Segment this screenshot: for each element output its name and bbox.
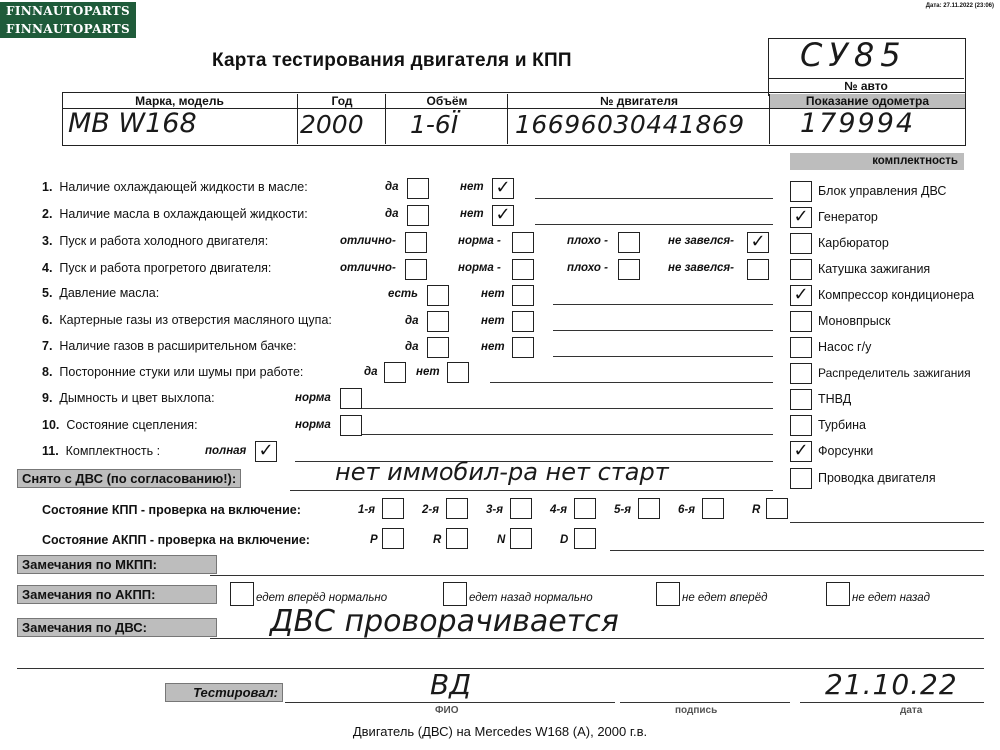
q11-full-checkbox[interactable]: ✓ bbox=[255, 441, 277, 462]
header-engine-no: № двигателя bbox=[507, 94, 770, 108]
q8-no-checkbox[interactable] bbox=[447, 362, 469, 383]
akpp-d-label: D bbox=[560, 534, 569, 546]
akpp-forward-ok-label: едет вперёд нормально bbox=[256, 592, 388, 604]
q3-nostart-label: не завелся- bbox=[668, 235, 734, 247]
kpp-gear-3-label: 3-я bbox=[486, 504, 503, 516]
q8-yes-label: да bbox=[364, 366, 378, 378]
q8-yes-checkbox[interactable] bbox=[384, 362, 406, 383]
komplekt-label-5: Компрессор кондиционера bbox=[818, 288, 975, 302]
akpp-back-ok-label: едет назад нормально bbox=[469, 592, 593, 604]
tested-label: Тестировал: bbox=[165, 683, 283, 702]
q4-excellent-checkbox[interactable] bbox=[405, 259, 427, 280]
komplekt-checkbox-2[interactable]: ✓ bbox=[790, 207, 812, 228]
q4-nostart-label: не завелся- bbox=[668, 262, 734, 274]
q3-normal-checkbox[interactable] bbox=[512, 232, 534, 253]
q7-no-label: нет bbox=[481, 341, 505, 353]
watermark-logo-2: FINNAUTOPARTS bbox=[0, 20, 136, 38]
komplekt-checkbox-11[interactable]: ✓ bbox=[790, 441, 812, 462]
watermark-logo: FINNAUTOPARTS bbox=[0, 2, 136, 20]
engine-remarks-label: Замечания по ДВС: bbox=[17, 618, 217, 637]
question-4: 4. Пуск и работа прогретого двигателя: bbox=[42, 261, 272, 275]
q4-bad-checkbox[interactable] bbox=[618, 259, 640, 280]
form-title: Карта тестирования двигателя и КПП bbox=[212, 50, 572, 71]
komplekt-checkbox-4[interactable] bbox=[790, 259, 812, 280]
question-9: 9. Дымность и цвет выхлопа: bbox=[42, 391, 215, 405]
volume-value: 1-6Ї bbox=[410, 110, 459, 139]
komplekt-label-11: Форсунки bbox=[818, 444, 874, 458]
komplekt-title: комплектность bbox=[790, 153, 964, 170]
komplekt-checkbox-9[interactable] bbox=[790, 389, 812, 410]
q10-normal-label: норма bbox=[295, 419, 331, 431]
date-stamp: Дата: 27.11.2022 (23:06) bbox=[925, 3, 994, 9]
question-1: 1. Наличие охлаждающей жидкости в масле: bbox=[42, 180, 308, 194]
q4-normal-checkbox[interactable] bbox=[512, 259, 534, 280]
komplekt-checkbox-3[interactable] bbox=[790, 233, 812, 254]
q2-yes-label: да bbox=[385, 208, 399, 220]
q3-excellent-label: отлично- bbox=[340, 235, 396, 247]
akpp-back-ok-checkbox[interactable] bbox=[443, 582, 467, 606]
q6-no-label: нет bbox=[481, 315, 505, 327]
q3-bad-label: плохо - bbox=[567, 235, 608, 247]
tested-date-value: 21.10.22 bbox=[825, 668, 958, 701]
q9-normal-checkbox[interactable] bbox=[340, 388, 362, 409]
akpp-r-label: R bbox=[433, 534, 442, 546]
header-odometer: Показание одометра bbox=[769, 94, 965, 108]
removed-value: нет иммобил-ра нет старт bbox=[335, 458, 669, 486]
q3-bad-checkbox[interactable] bbox=[618, 232, 640, 253]
q7-no-checkbox[interactable] bbox=[512, 337, 534, 358]
q1-no-checkbox[interactable]: ✓ bbox=[492, 178, 514, 199]
komplekt-checkbox-12[interactable] bbox=[790, 468, 812, 489]
auto-number-value: СУ85 bbox=[800, 36, 907, 74]
q5-yes-checkbox[interactable] bbox=[427, 285, 449, 306]
removed-label: Снято с ДВС (по согласованию!): bbox=[17, 469, 241, 488]
q9-normal-label: норма bbox=[295, 392, 331, 404]
akpp-no-forward-label: не едет вперёд bbox=[682, 592, 768, 604]
akpp-no-back-checkbox[interactable] bbox=[826, 582, 850, 606]
tester-fio-value: ВД bbox=[430, 668, 472, 701]
komplekt-label-7: Насос г/у bbox=[818, 340, 872, 354]
question-8: 8. Посторонние стуки или шумы при работе: bbox=[42, 365, 304, 379]
komplekt-label-10: Турбина bbox=[818, 418, 866, 432]
q4-excellent-label: отлично- bbox=[340, 262, 396, 274]
kpp-gear-4-checkbox[interactable] bbox=[574, 498, 596, 519]
komplekt-checkbox-10[interactable] bbox=[790, 415, 812, 436]
q4-bad-label: плохо - bbox=[567, 262, 608, 274]
akpp-n-label: N bbox=[497, 534, 506, 546]
q5-no-label: нет bbox=[481, 288, 505, 300]
akpp-no-back-label: не едет назад bbox=[852, 592, 931, 604]
fio-label: ФИО bbox=[435, 705, 459, 716]
q5-no-checkbox[interactable] bbox=[512, 285, 534, 306]
q1-yes-label: да bbox=[385, 181, 399, 193]
q6-yes-label: да bbox=[405, 315, 419, 327]
kpp-gear-r-label: R bbox=[752, 504, 761, 516]
q2-yes-checkbox[interactable] bbox=[407, 205, 429, 226]
q3-nostart-checkbox[interactable]: ✓ bbox=[747, 232, 769, 253]
komplekt-label-12: Проводка двигателя bbox=[818, 471, 936, 485]
header-make: Марка, модель bbox=[135, 94, 224, 108]
question-7: 7. Наличие газов в расширительном бачке: bbox=[42, 339, 297, 353]
question-11: 11. Комплектность : bbox=[42, 444, 161, 458]
komplekt-checkbox-1[interactable] bbox=[790, 181, 812, 202]
komplekt-label-3: Карбюратор bbox=[818, 236, 889, 250]
kpp-gear-3-checkbox[interactable] bbox=[510, 498, 532, 519]
kpp-label: Состояние КПП - проверка на включение: bbox=[42, 503, 301, 517]
q8-no-label: нет bbox=[416, 366, 440, 378]
akpp-remarks-label: Замечания по АКПП: bbox=[17, 585, 217, 604]
q6-no-checkbox[interactable] bbox=[512, 311, 534, 332]
date-label: дата bbox=[900, 705, 923, 716]
komplekt-label-8: Распределитель зажигания bbox=[818, 366, 971, 380]
akpp-p-label: P bbox=[370, 534, 378, 546]
make-value: MB W168 bbox=[68, 108, 197, 139]
komplekt-checkbox-5[interactable]: ✓ bbox=[790, 285, 812, 306]
mkpp-remarks-label: Замечания по МКПП: bbox=[17, 555, 217, 574]
komplekt-checkbox-8[interactable] bbox=[790, 363, 812, 384]
question-3: 3. Пуск и работа холодного двигателя: bbox=[42, 234, 269, 248]
kpp-gear-6-label: 6-я bbox=[678, 504, 695, 516]
q7-yes-checkbox[interactable] bbox=[427, 337, 449, 358]
year-value: 2000 bbox=[300, 110, 364, 139]
kpp-gear-1-checkbox[interactable] bbox=[382, 498, 404, 519]
akpp-no-forward-checkbox[interactable] bbox=[656, 582, 680, 606]
q4-nostart-checkbox[interactable] bbox=[747, 259, 769, 280]
q1-no-label: нет bbox=[460, 181, 484, 193]
engine-remarks-value: ДВС проворачивается bbox=[270, 604, 619, 639]
kpp-gear-6-checkbox[interactable] bbox=[702, 498, 724, 519]
q10-normal-checkbox[interactable] bbox=[340, 415, 362, 436]
q6-yes-checkbox[interactable] bbox=[427, 311, 449, 332]
akpp-r-checkbox[interactable] bbox=[446, 528, 468, 549]
header-year: Год bbox=[297, 94, 386, 108]
signature-label: подпись bbox=[675, 705, 718, 716]
komplekt-label-4: Катушка зажигания bbox=[818, 262, 931, 276]
komplekt-checkbox-6[interactable] bbox=[790, 311, 812, 332]
akpp-p-checkbox[interactable] bbox=[382, 528, 404, 549]
komplekt-label-1: Блок управления ДВС bbox=[818, 184, 947, 198]
question-5: 5. Давление масла: bbox=[42, 286, 160, 300]
q11-full-label: полная bbox=[205, 445, 247, 457]
kpp-gear-r-checkbox[interactable] bbox=[766, 498, 788, 519]
kpp-gear-5-label: 5-я bbox=[614, 504, 631, 516]
question-6: 6. Картерные газы из отверстия масляного щупа: bbox=[42, 313, 332, 327]
akpp-forward-ok-checkbox[interactable] bbox=[230, 582, 254, 606]
q2-no-checkbox[interactable]: ✓ bbox=[492, 205, 514, 226]
akpp-d-checkbox[interactable] bbox=[574, 528, 596, 549]
q3-normal-label: норма - bbox=[458, 235, 501, 247]
q7-yes-label: да bbox=[405, 341, 419, 353]
image-caption: Двигатель (ДВС) на Mercedes W168 (A), 2000 г.в. bbox=[352, 724, 648, 739]
question-10: 10. Состояние сцепления: bbox=[42, 418, 198, 432]
header-volume: Объём bbox=[385, 94, 508, 108]
akpp-label: Состояние АКПП - проверка на включение: bbox=[42, 533, 310, 547]
q3-excellent-checkbox[interactable] bbox=[405, 232, 427, 253]
engine-no-value: 16696030441869 bbox=[515, 110, 745, 139]
kpp-gear-5-checkbox[interactable] bbox=[638, 498, 660, 519]
kpp-gear-4-label: 4-я bbox=[550, 504, 567, 516]
q4-normal-label: норма - bbox=[458, 262, 501, 274]
question-2: 2. Наличие масла в охлаждающей жидкости: bbox=[42, 207, 308, 221]
auto-number-label: № авто bbox=[768, 78, 964, 93]
kpp-gear-2-checkbox[interactable] bbox=[446, 498, 468, 519]
kpp-gear-1-label: 1-я bbox=[358, 504, 375, 516]
komplekt-label-6: Моновпрыск bbox=[818, 314, 891, 328]
q1-yes-checkbox[interactable] bbox=[407, 178, 429, 199]
odometer-value: 179994 bbox=[800, 108, 916, 139]
komplekt-label-9: ТНВД bbox=[818, 392, 852, 406]
akpp-n-checkbox[interactable] bbox=[510, 528, 532, 549]
komplekt-label-2: Генератор bbox=[818, 210, 878, 224]
komplekt-checkbox-7[interactable] bbox=[790, 337, 812, 358]
q5-yes-label: есть bbox=[388, 288, 418, 300]
q2-no-label: нет bbox=[460, 208, 484, 220]
kpp-gear-2-label: 2-я bbox=[422, 504, 439, 516]
